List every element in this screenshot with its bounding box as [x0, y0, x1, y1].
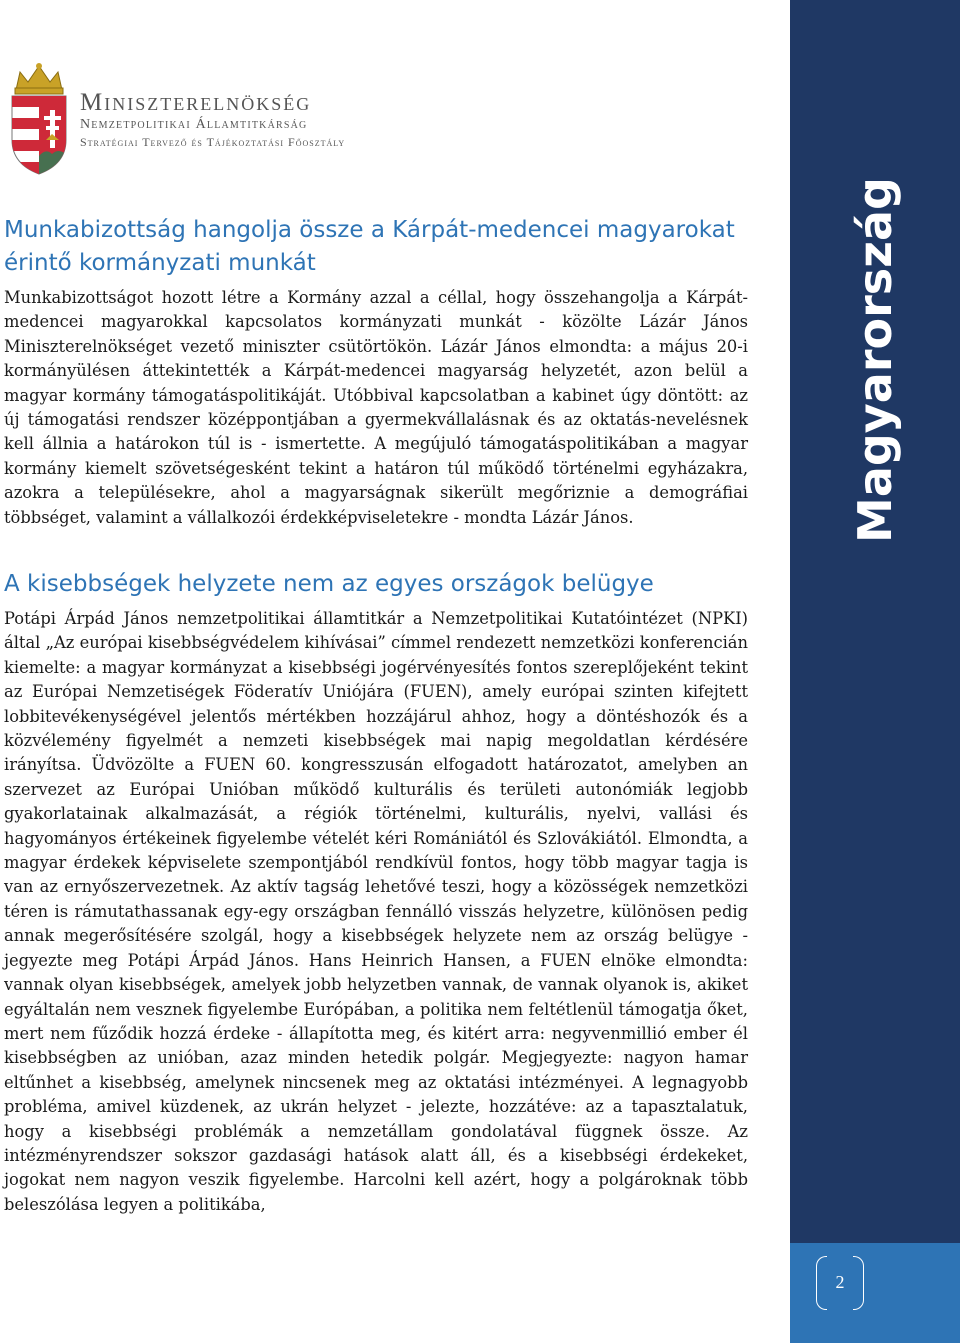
org-name-block — [80, 90, 345, 150]
page-number: 2 — [835, 1272, 845, 1292]
article-2 — [4, 568, 748, 1217]
sidebar-label-box — [790, 177, 960, 543]
org-subtitle-2: Stratégiai Tervező és Tájékoztatási Főosztály — [80, 135, 346, 149]
header-logo — [6, 60, 386, 180]
org-subtitle-1: Nemzetpolitikai Államtitkárság — [80, 117, 308, 132]
article-2-title: A kisebbségek helyzete nem az egyes országok belügye — [4, 571, 654, 597]
sidebar-label: Magyarország — [848, 177, 902, 543]
article-1-body: Munkabizottságot hozott létre a Kormány azzal a céllal, hogy összehangolja a Kárpát-medencei magyarokkal kapcsolatos kormányzati munkát - közölte Lázár János Miniszterelnökséget vezető miniszter csütörtökön. Lázár János elmondta: a május 20-i kormányülésen áttekintették a Kárpát-medencei magyarság helyzetét, azon belül a magyar kormány támogatáspolitikáját. Utóbbival kapcsolatban a kabinet úgy döntött: az új támogatási rendszer középpontjában a gyermekvállalásnak és az oktatás-nevelésnek kell állnia a határokon túl is - ismertette. A megújuló támogatáspolitikában a magyar kormány kiemelt szövetségesként tekint a határon túl működő történelmi egyházakra, azokra a településekre, ahol a magyarságnak sikerült megőriznie a demográfiai többséget, valamint a vállalkozói érdekképviseletekre - mondta Lázár János. — [4, 288, 748, 527]
page-number-box — [816, 1256, 864, 1312]
article-1-title: Munkabizottság hangolja össze a Kárpát-medencei magyarokat érintő kormányzati munkát — [4, 217, 735, 276]
org-name: Miniszterelnökség — [80, 89, 312, 116]
article-1 — [4, 214, 748, 530]
article-2-body: Potápi Árpád János nemzetpolitikai államtitkár a Nemzetpolitikai Kutatóintézet (NPKI) által „Az európai kisebbségvédelem kihívásai” címmel rendezett nemzetközi konferencián kiemelte: a magyar kormányzat a kisebbségi jogérvényesítés fontos szereplőjeként tekint az Európai Nemzetiségek Föderatív Uniójára (FUEN), amely európai szinten kifejtett lobbitevékenységével jelentős mértékben hozzájárul ahhoz, hogy a döntéshozók és a közvélemény figyelmét a nemzeti kisebbségek mai napig megoldatlan kérdésére irányítsa. Üdvözölte a FUEN 60. kongresszusán elfogadott határozatot, amelyben an szervezet az Európai Unióban működő kulturális és területi autonómiák legjobb gyakorlatainak alkalmazását, a régiók történelmi, kulturális, nyelvi, vallási és hagyományos értékeinek figyelembe vételét kéri Romániától és Szlovákiától. Elmondta, a magyar érdekek képviselete szempontjából rendkívül fontos, hogy több magyar tagja is van az ernyőszervezetnek. Az aktív tagság lehetővé teszi, hogy a közösségek nemzetközi téren is rámutathassanak egy-egy országban fennálló visszás helyzetre, különösen pedig annak megerősítésére szolgál, hogy a kisebbségek helyzete nem az ország belügye - jegyezte meg Potápi Árpád János. Hans Heinrich Hansen, a FUEN elnöke elmondta: vannak olyan kisebbségek, amelyek jobb helyzetben vannak, de vannak olyanok is, akiket egyáltalán nem vesznek figyelembe Európában, a politika nem feltétlenül támogatja őket, mert nem fűződik hozzá érdeke - állapította meg, és kitért arra: negyvenmillió ember él kisebbségben az unióban, azaz minden hetedik polgár. Megjegyezte: nagyon hamar eltűnhet a kisebbség, amelynek nincsenek meg az oktatási intézményei. A legnagyobb probléma, amivel küzdenek, az ukrán helyzet - jelezte, hozzátéve: az a tapasztalatuk, hogy a kisebbségi problémák a nemzetállam gondolatával függnek össze. Az intézményrendszer sokszor gazdasági hatások alatt áll, és a kisebbségi érdekeket, jogokat nem nagyon veszik figyelembe. Harcolni kell azért, hogy a polgároknak több beleszólása legyen a politikába, — [4, 609, 748, 1214]
coat-of-arms-icon — [6, 60, 72, 178]
